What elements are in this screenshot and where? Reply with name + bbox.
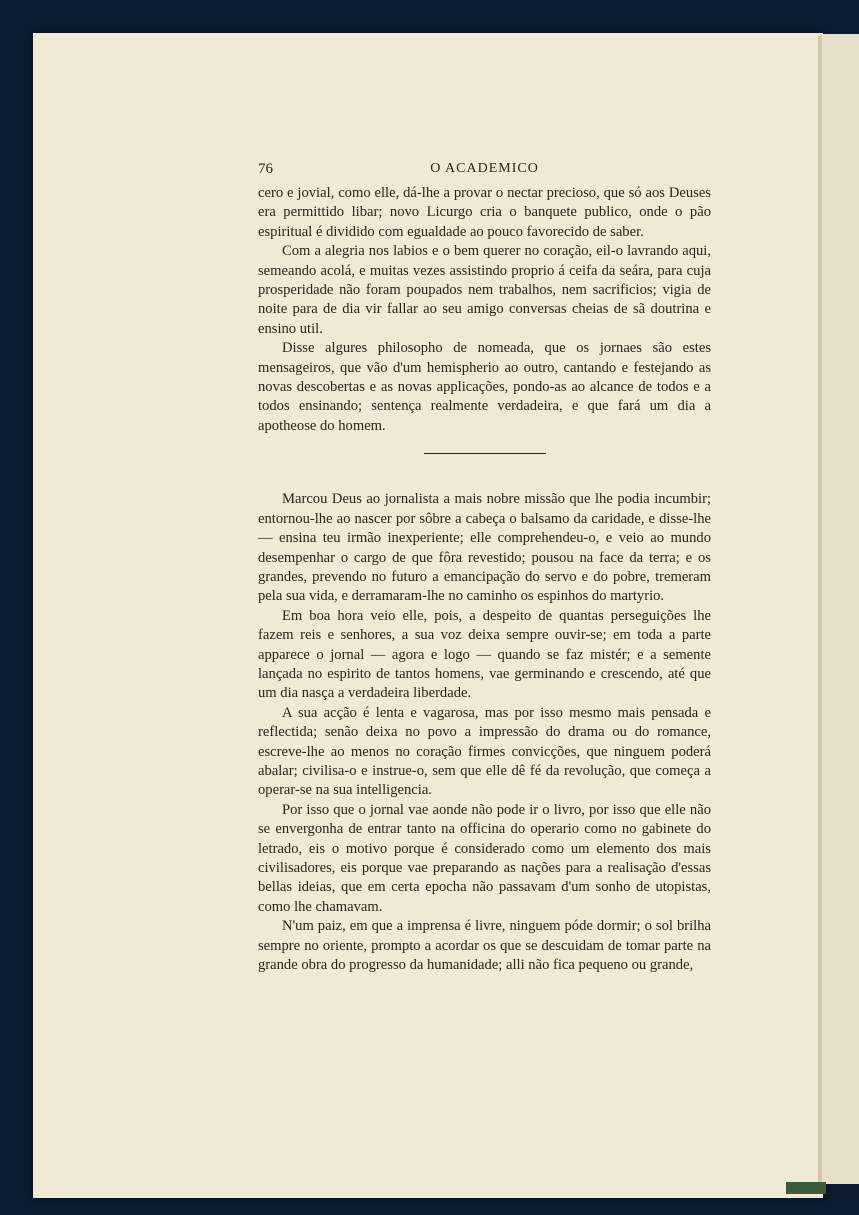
paragraph: N'um paiz, em que a imprensa é livre, ninguem póde dormir; o sol brilha sempre no oriente, prompto a acordar os que se descuidam de tomar parte na grande obra do progresso da humanidade; alli não fica pequeno ou grande, xyxy=(258,918,711,974)
running-title: O ACADEMICO xyxy=(430,161,539,176)
paragraph: Por isso que o jornal vae aonde não pode ir o livro, por isso que elle não se envergonha de entrar tanto na officina do operario como no gabinete do letrado, eis o motivo porque é considerado como um elemento dos mais civilisadores, eis porque vae preparando as nações para a realisação d'essas bellas ideias, que em certa epocha não passavam d'um sonho de utopistas, como lhe chamavam. xyxy=(258,801,711,915)
paragraph: Disse algures philosopho de nomeada, que os jornaes são estes mensageiros, que vão d'um hemispherio ao outro, cantando e festejando as novas descobertas e as novas applicações, pondo-as ao alcance de todos e a todos ensinando; sentença realmente verdadeira, e que fará um dia a apotheose do homem. xyxy=(258,340,711,434)
page-header xyxy=(258,161,711,183)
facing-page-edge xyxy=(822,34,859,1184)
binding-strip xyxy=(786,1182,826,1194)
paragraph: Marcou Deus ao jornalista a mais nobre missão que lhe podia incumbir; entornou-lhe ao nascer por sôbre a cabeça o balsamo da caridade, e disse-lhe— ensina teu irmão inexperiente; elle comprehendeu-o, e veio ao mundo desempenhar o cargo de que fôra revestido; pousou na face da terra; e os grandes, prevendo no futuro a emancipação do servo e do pobre, tremeram pela sua vida, e derramaram-lhe no caminho os espinhos do martyrio. xyxy=(258,491,711,605)
body-text xyxy=(258,184,711,975)
paragraph: A sua acção é lenta e vagarosa, mas por isso mesmo mais pensada e reflectida; senão deixa no povo a impressão do drama ou do romance, escreve-lhe ao menos no coração firmes convicções, que ninguem poderá abalar; civilisa-o e instrue-o, sem que elle dê fé da revolução, que começa a operar-se na sua intelligencia. xyxy=(258,704,711,799)
paragraph: Em boa hora veio elle, pois, a despeito de quantas perseguições lhe fazem reis e senhores, a sua voz deixa sempre ouvir-se; em toda a parte apparece o jornal — agora e logo — quando se faz mistér; e a semente lançada no espirito de tantos homens, vae germinando e crescendo, até que um dia nasça a verdadeira liberdade. xyxy=(258,607,711,702)
paragraph: cero e jovial, como elle, dá-lhe a provar o nectar precioso, que só aos Deuses era permittido libar; novo Licurgo cria o banquete publico, onde o pão espiritual é dividido com egualdade ao pouco favorecido de saber. xyxy=(258,185,711,240)
paragraph: Com a alegria nos labios e o bem querer no coração, eil-o lavrando aqui, semeando acolá, e muitas vezes assistindo proprio á ceifa da seára, para cuja prosperidade não foram poupados nem trabalhos, nem sacrificios; vigia de noite para de dia vir fallar ao seu amigo conversas cheias de sã doutrina e ensino util. xyxy=(258,243,711,337)
page-number: 76 xyxy=(258,161,273,177)
section-divider xyxy=(424,453,546,454)
